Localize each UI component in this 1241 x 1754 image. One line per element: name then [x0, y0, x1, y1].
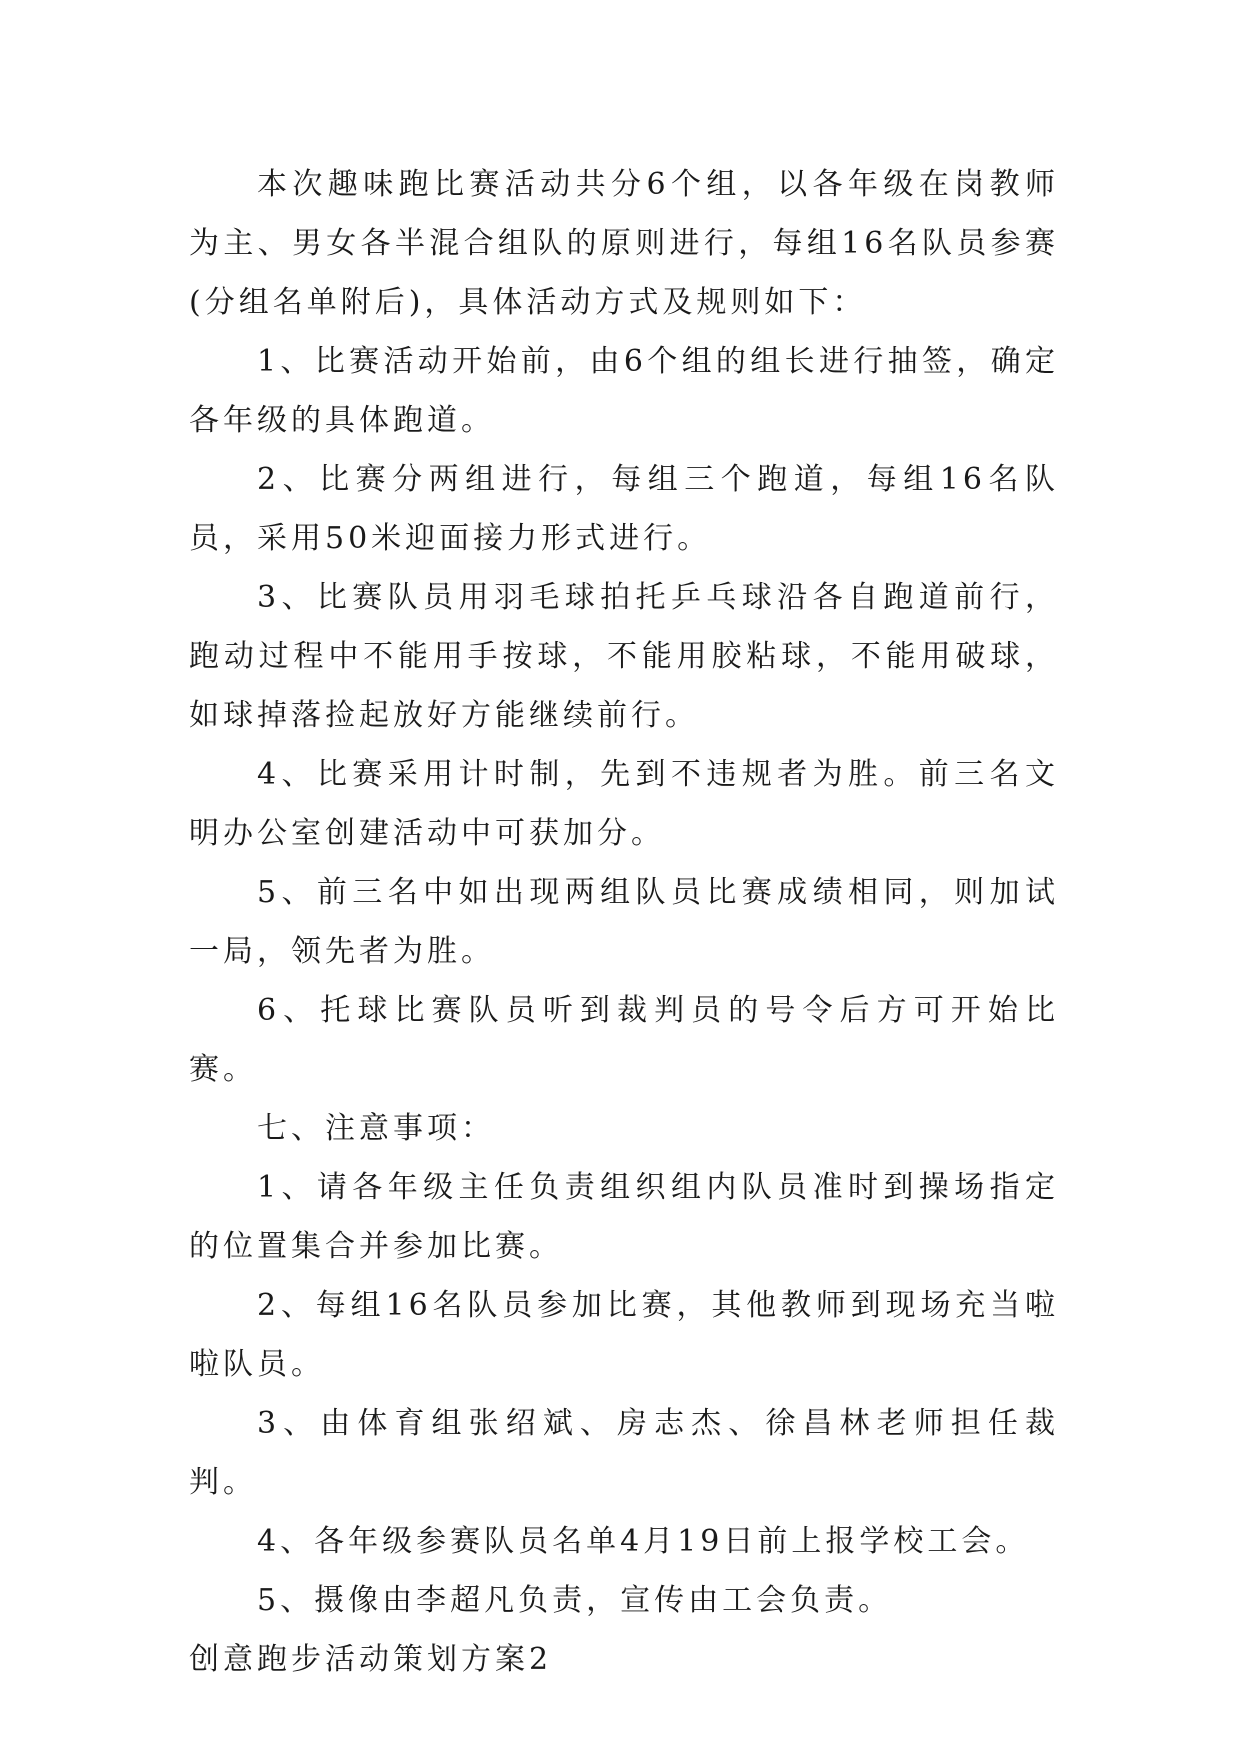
- notes-heading: 七、注意事项：: [257, 1111, 495, 1146]
- rule-6: 6、托球比赛队员听到裁判员的号令后方可开始比赛。: [189, 993, 1059, 1087]
- rule-2: 2、比赛分两组进行，每组三个跑道，每组16名队员，采用50米迎面接力形式进行。: [189, 462, 1059, 556]
- rule-3: 3、比赛队员用羽毛球拍托乒乓球沿各自跑道前行，跑动过程中不能用手按球，不能用胶粘球，不能用破球，如球掉落捡起放好方能继续前行。: [189, 580, 1059, 733]
- note-2: 2、每组16名队员参加比赛，其他教师到现场充当啦啦队员。: [189, 1288, 1059, 1382]
- note-4: 4、各年级参赛队员名单4月19日前上报学校工会。: [257, 1524, 1030, 1559]
- note-3: 3、由体育组张绍斌、房志杰、徐昌林老师担任裁判。: [189, 1406, 1059, 1500]
- note-5: 5、摄像由李超凡负责，宣传由工会负责。: [257, 1583, 893, 1618]
- document-body: [189, 155, 1059, 1689]
- paragraph-intro: 本次趣味跑比赛活动共分6个组，以各年级在岗教师为主、男女各半混合组队的原则进行，每组16名队员参赛(分组名单附后)，具体活动方式及规则如下：: [189, 167, 1059, 320]
- rule-1: 1、比赛活动开始前，由6个组的组长进行抽签，确定各年级的具体跑道。: [189, 344, 1059, 438]
- note-1: 1、请各年级主任负责组织组内队员准时到操场指定的位置集合并参加比赛。: [189, 1170, 1059, 1264]
- rule-4: 4、比赛采用计时制，先到不违规者为胜。前三名文明办公室创建活动中可获加分。: [189, 757, 1059, 851]
- section-heading: 创意跑步活动策划方案2: [189, 1642, 553, 1677]
- rule-5: 5、前三名中如出现两组队员比赛成绩相同，则加试一局，领先者为胜。: [189, 875, 1059, 969]
